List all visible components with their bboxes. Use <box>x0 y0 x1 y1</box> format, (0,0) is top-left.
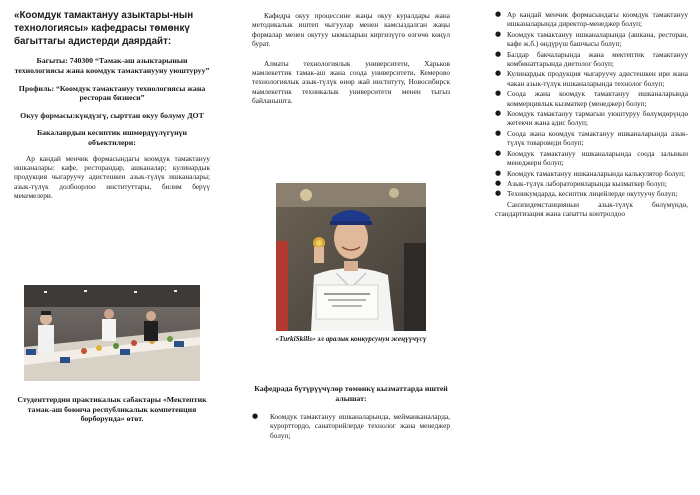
practical-class-caption: Студенттердин практикалык сабактары «Мектептик тамак-аш боюнча республикалык компетенция борборунда» өтөт. <box>17 395 207 424</box>
list-item: ● Азык-түлүк лабораторияларында кызматкер болуп; <box>495 179 688 188</box>
objects-heading: Бакалаврдын кесиптик ишмердүүлүгүнүн объектилери: <box>36 128 188 147</box>
closing-text: Санэпидемстанциянын азык-түлүк бөлүмүндө, стандартизация жана сапатты контролдоо <box>495 199 688 219</box>
winner-image <box>276 183 426 331</box>
winner-photo <box>276 183 426 331</box>
list-item: ● Ар кандай менчик формасындагы коомдук тамактануу ишканаларында директор-менеджер болуп; <box>495 10 688 29</box>
jobs-list <box>495 10 688 199</box>
list-item: ● Техникумдарда, кесиптик лицейлерде окутуучу болуп; <box>495 189 688 198</box>
practical-class-photo <box>24 285 200 381</box>
partners-text: Алматы технологиялык университети, Харьков мамлекеттик тамак-аш жана соода университети, Кемерово технологиялык азык-түлүк өнөр жай институту, Новосибирск мамлекеттик техникалык университети менен тыгыз байланышта. <box>252 58 450 106</box>
panel-left <box>14 0 210 495</box>
panel-right <box>495 0 688 495</box>
list-item: ● Коомдук тамактануу ишканаларында соода залынын менеджери болуп; <box>495 149 688 168</box>
process-text: Кафедра окуу процессине жаңы окуу куралдары жана методикалык иштеп чыгуулар менен камсыздалган жаңы формалар менен окутуу ыкмаларын киргизүүгө өзгөчө көңүл бурат. <box>252 11 450 49</box>
program-line: Багыты: 740300 “Тамак-аш азыктарынын технологиясы жана коомдук тамактанууну уюштуруу” <box>14 56 210 75</box>
list-item: ● Балдар бакчаларында жана мектептик тамактануу комбинаттарында диетолог болуп; <box>495 50 688 69</box>
list-item: ● Коомдук тамактануу ишканаларында (ашкана, ресторан, кафе ж.б.) өндүрүш башчысы болуп; <box>495 30 688 49</box>
list-item: ● Соода жана коомдук тамактануу ишканаларында коммерциялык кызматкер (менеджер) болуп; <box>495 89 688 108</box>
list-item: ● Коомдук тамактануу ишканаларында калькулятор болуп; <box>495 169 688 178</box>
objects-text: Ар кандай менчик формасындагы коомдук тамактануу ишканалары: кафе, ресторандар, ашканалар; кулинардык продукция чыгаруучу адистешкен азык-түлүк ишканалары; азык-түлүк долбоорлоо институттары, билим берүү мекемелери. <box>14 153 210 201</box>
practical-class-image <box>24 285 200 381</box>
winner-caption: «TurkiSkills» эл аралык конкурсунун жеңүүчүсү <box>275 335 427 343</box>
list-item: ● Соода жана коомдук тамактануу ишканаларында азык-түлүк товароведи болуп; <box>495 129 688 148</box>
list-item: ● Кулинардык продукция чыгаруучу адистешкен ири жана чакан азык-түлүк ишканаларында технолог болуп; <box>495 69 688 88</box>
panel-middle <box>252 0 450 495</box>
department-title: «Коомдук тамактануу азыктары-нын технологиясы» кафедрасы төмөнкү багыттагы адистерди даярдайт: <box>14 10 194 47</box>
study-form-line: Окуу формасы:күндүзгү, сырттан окуу болуму ДОТ <box>20 110 204 120</box>
jobs-list-start <box>252 412 450 441</box>
jobs-heading: Кафедрада бүтүрүүчүлөр төмөнкү кызматтарда иштей алышат: <box>254 384 448 403</box>
profile-line: Профиль: “Коомдук тамактануу технологиясы жана ресторан бизнеси” <box>18 83 206 103</box>
list-item: ● Коомдук тамактануу ишканаларында, мейманканаларда, курорттордо, санаторийлерде технолог жана менеджер болуп; <box>252 412 450 440</box>
list-item: ● Коомдук тамактануу тармагын уюштуруу бөлүмдөрүндө жетекчи жана адис болуп; <box>495 109 688 128</box>
